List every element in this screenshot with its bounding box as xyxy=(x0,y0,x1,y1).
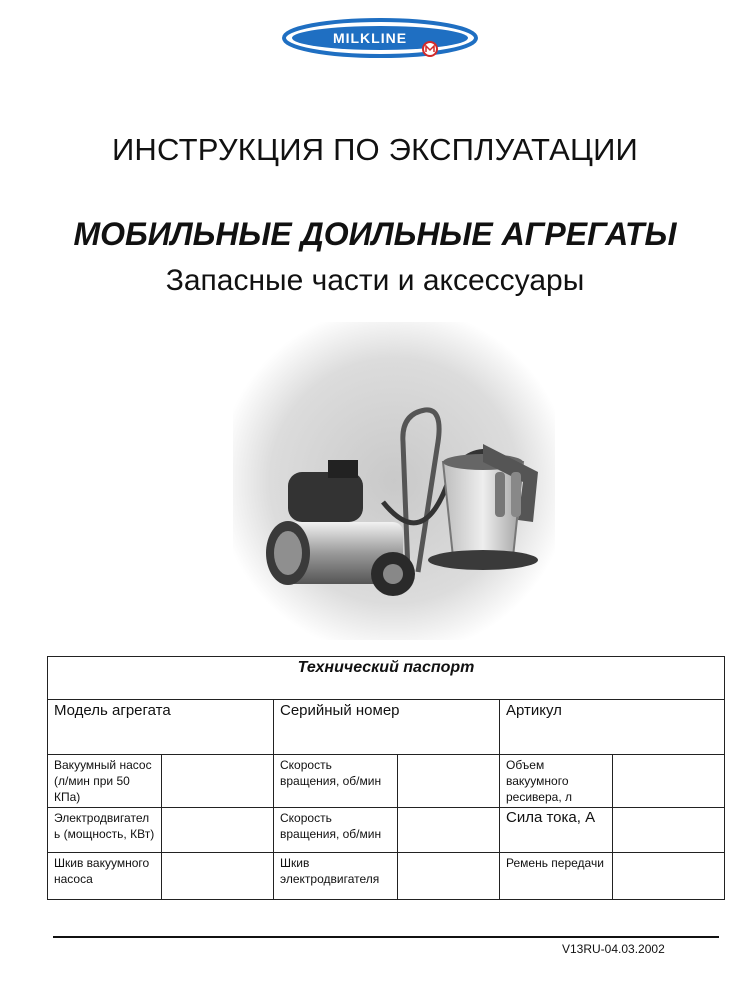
receiver-volume-value-cell[interactable] xyxy=(613,755,725,808)
document-subtitle: Запасные части и аксессуары xyxy=(165,264,585,297)
passport-title: Технический паспорт xyxy=(48,657,725,700)
milkline-logo xyxy=(280,14,480,62)
motor-power-value-cell[interactable] xyxy=(162,808,274,853)
pump-pulley-label: Шкив вакуумного насоса xyxy=(48,853,162,900)
logo-graphic xyxy=(280,14,480,62)
product-title: МОБИЛЬНЫЕ ДОИЛЬНЫЕ АГРЕГАТЫ xyxy=(73,216,677,252)
current-value-cell[interactable] xyxy=(613,808,725,853)
current-label: Сила тока, А xyxy=(500,808,613,853)
belt-label: Ремень передачи xyxy=(500,853,613,900)
serial-number-label: Серийный номер xyxy=(274,700,500,755)
document-title: ИНСТРУКЦИЯ ПО ЭКСПЛУАТАЦИИ xyxy=(111,132,639,167)
pump-rotation-speed-label: Скорость вращения, об/мин xyxy=(274,755,398,808)
footer-divider xyxy=(53,936,719,938)
belt-value-cell[interactable] xyxy=(613,853,725,900)
article-label: Артикул xyxy=(500,700,725,755)
logo-wordmark: MILKLINE xyxy=(332,30,408,46)
motor-rotation-speed-value-cell[interactable] xyxy=(398,808,500,853)
document-version: V13RU-04.03.2002 xyxy=(562,942,665,956)
milking-unit-photo xyxy=(233,322,555,640)
motor-pulley-value-cell[interactable] xyxy=(398,853,500,900)
receiver-volume-label: Объем вакуумного ресивера, л xyxy=(500,755,613,808)
pump-pulley-value-cell[interactable] xyxy=(162,853,274,900)
motor-rotation-speed-label: Скорость вращения, об/мин xyxy=(274,808,398,853)
vacuum-pump-value-cell[interactable] xyxy=(162,755,274,808)
vacuum-pump-label: Вакуумный насос (л/мин при 50 КПа) xyxy=(48,755,162,808)
motor-power-label: Электродвигател ь (мощность, КВт) xyxy=(48,808,162,853)
motor-pulley-label: Шкив электродвигателя xyxy=(274,853,398,900)
technical-passport-table xyxy=(47,656,725,900)
pump-rotation-speed-value-cell[interactable] xyxy=(398,755,500,808)
model-label: Модель агрегата xyxy=(48,700,274,755)
